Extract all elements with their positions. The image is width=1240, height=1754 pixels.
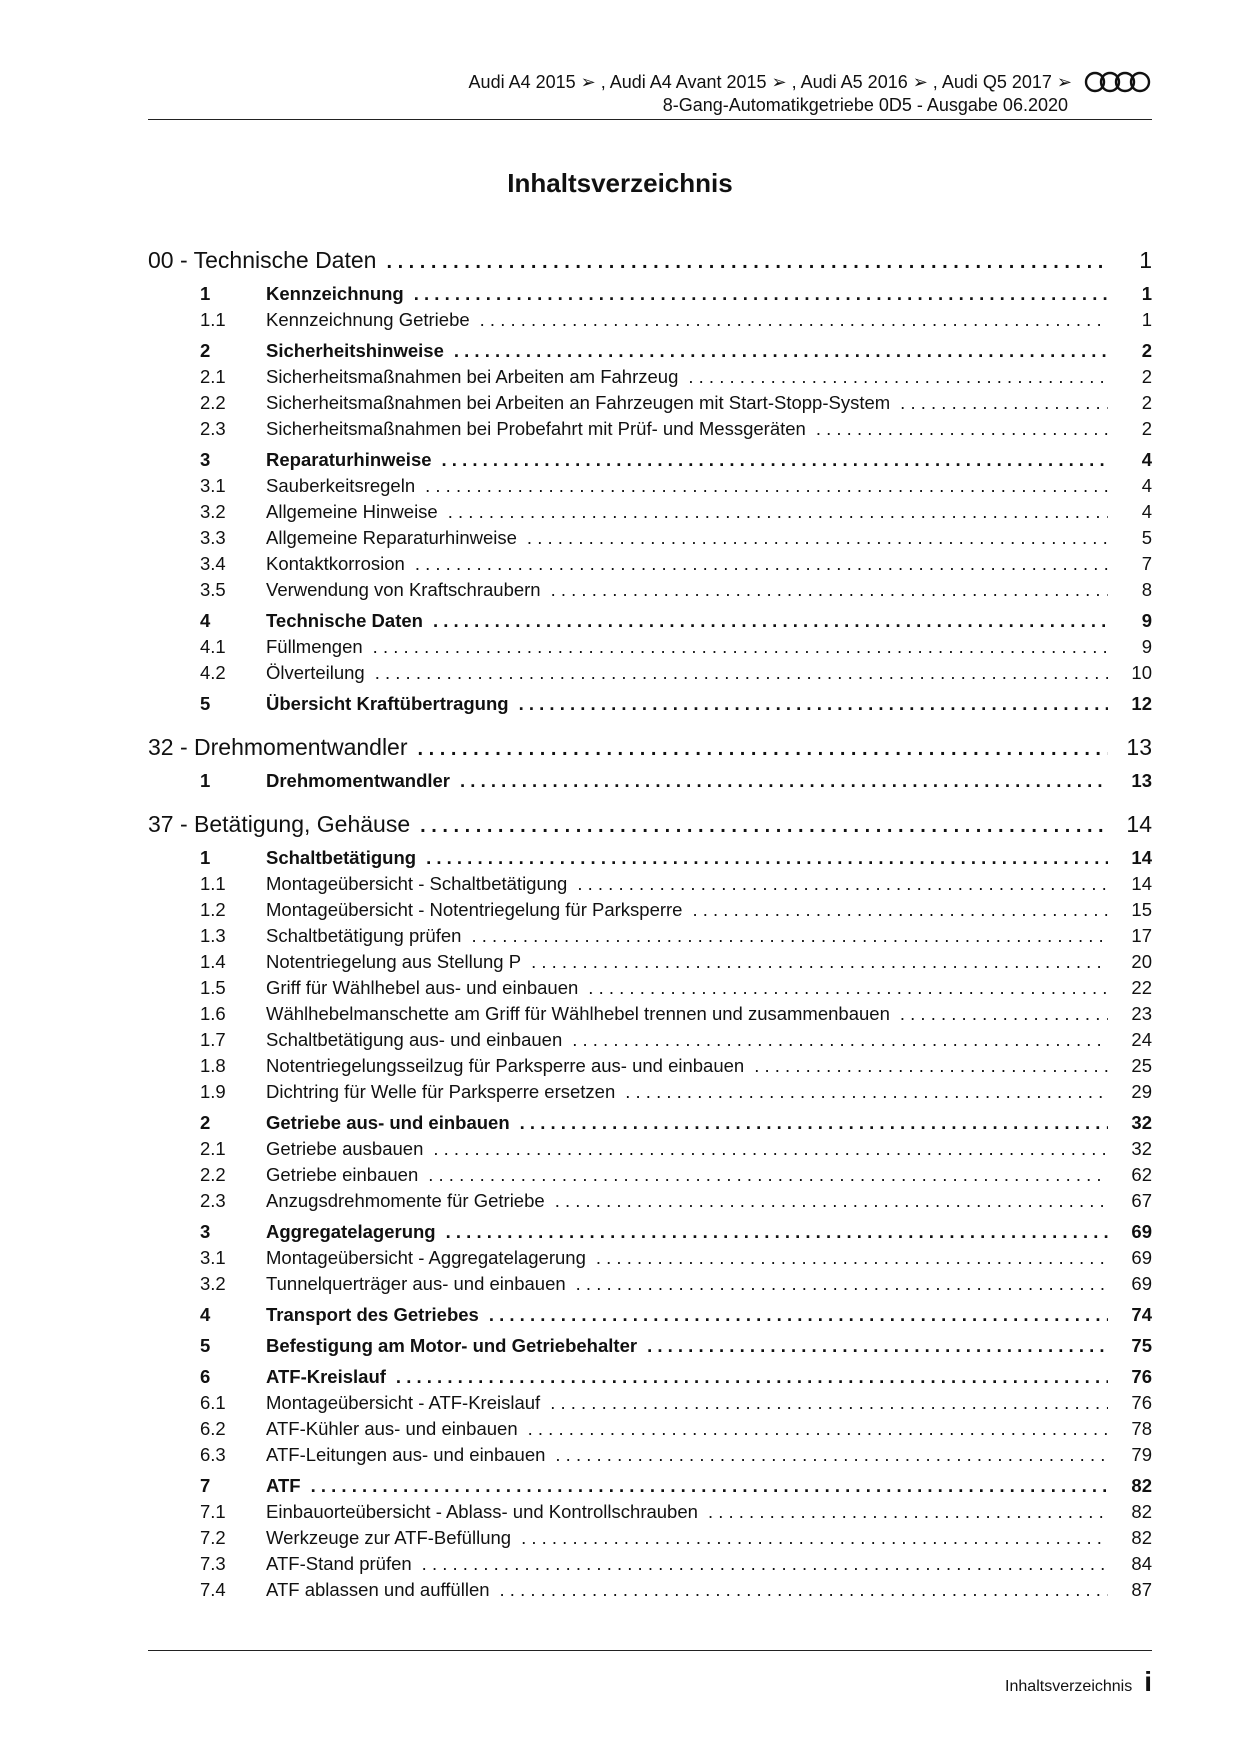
toc-sub-entry[interactable]	[148, 305, 1152, 331]
toc-entry-number: 1.2	[200, 899, 226, 920]
toc-entry-number: 1.1	[200, 309, 226, 330]
toc-entry-label: ATF-Leitungen aus- und einbauen	[266, 1444, 546, 1465]
toc-sub-entry[interactable]	[148, 869, 1152, 895]
page-header	[469, 70, 1152, 116]
dot-leader	[311, 1475, 1108, 1497]
toc-entry-page: 82	[1131, 1527, 1152, 1548]
toc-entry-number: 2.2	[200, 1164, 226, 1185]
toc-sub-entry[interactable]	[148, 1575, 1152, 1601]
toc-entry-page: 79	[1131, 1444, 1152, 1465]
dot-leader	[442, 449, 1108, 471]
toc-entry-page: 69	[1131, 1247, 1152, 1268]
toc-entry-label: Getriebe aus- und einbauen	[266, 1112, 510, 1133]
toc-entry-label: Übersicht Kraftübertragung	[266, 693, 509, 714]
toc-entry-label: ATF	[266, 1475, 301, 1496]
dot-leader	[572, 1029, 1108, 1051]
dot-leader	[428, 1164, 1108, 1186]
dot-leader	[418, 738, 1108, 761]
toc-section-entry[interactable]	[148, 279, 1152, 305]
toc-entry-number: 4.2	[200, 662, 226, 683]
toc-entry-label: Allgemeine Reparaturhinweise	[266, 527, 517, 548]
toc-entry-number: 4.1	[200, 636, 226, 657]
dot-leader	[422, 1553, 1108, 1575]
toc-sub-entry[interactable]	[148, 549, 1152, 575]
toc-entry-label: Anzugsdrehmomente für Getriebe	[266, 1190, 545, 1211]
toc-entry-label: Verwendung von Kraftschraubern	[266, 579, 541, 600]
toc-chapter-entry[interactable]	[148, 733, 1152, 761]
toc-sub-entry[interactable]	[148, 414, 1152, 440]
toc-chapter-entry[interactable]	[148, 810, 1152, 838]
dot-leader	[577, 873, 1108, 895]
dot-leader	[386, 251, 1108, 274]
dot-leader	[900, 1003, 1108, 1025]
toc-entry-page: 84	[1131, 1553, 1152, 1574]
toc-entry-page: 7	[1141, 553, 1152, 574]
toc-section-entry[interactable]	[148, 1471, 1152, 1497]
toc-entry-label: 00 - Technische Daten	[148, 247, 377, 273]
toc-entry-label: Kontaktkorrosion	[266, 553, 405, 574]
toc-section-entry[interactable]	[148, 1331, 1152, 1357]
toc-sub-entry[interactable]	[148, 471, 1152, 497]
toc-entry-label: 32 - Drehmomentwandler	[148, 734, 408, 760]
toc-entry-label: Transport des Getriebes	[266, 1304, 479, 1325]
toc-entry-label: Technische Daten	[266, 610, 423, 631]
toc-entry-page: 10	[1131, 662, 1152, 683]
toc-entry-page: 5	[1141, 527, 1152, 548]
dot-leader	[433, 1138, 1108, 1160]
toc-entry-number: 7	[200, 1475, 211, 1496]
toc-entry-label: Notentriegelung aus Stellung P	[266, 951, 522, 972]
toc-entry-page: 69	[1131, 1221, 1152, 1242]
toc-entry-label: Sicherheitshinweise	[266, 340, 444, 361]
toc-entry-label: Kennzeichnung Getriebe	[266, 309, 470, 330]
toc-entry-page: 76	[1131, 1366, 1152, 1387]
toc-section-entry[interactable]	[148, 1362, 1152, 1388]
toc-entry-number: 3.2	[200, 501, 226, 522]
dot-leader	[375, 662, 1108, 684]
toc-entry-page: 82	[1131, 1501, 1152, 1522]
toc-entry-number: 2.2	[200, 392, 226, 413]
toc-entry-page: 67	[1131, 1190, 1152, 1211]
toc-entry-page: 13	[1131, 770, 1152, 791]
toc-sub-entry[interactable]	[148, 1077, 1152, 1103]
toc-entry-number: 1.8	[200, 1055, 226, 1076]
toc-sub-entry[interactable]	[148, 1440, 1152, 1466]
toc-entry-number: 6.2	[200, 1418, 226, 1439]
dot-leader	[489, 1304, 1108, 1326]
toc-sub-entry[interactable]	[148, 895, 1152, 921]
toc-entry-number: 3.4	[200, 553, 226, 574]
toc-entry-page: 2	[1141, 340, 1152, 361]
toc-entry-label: ATF-Stand prüfen	[266, 1553, 412, 1574]
toc-entry-page: 2	[1141, 418, 1152, 439]
toc-sub-entry[interactable]	[148, 1134, 1152, 1160]
dot-leader	[519, 693, 1108, 715]
dot-leader	[500, 1579, 1108, 1601]
toc-entry-page: 32	[1131, 1138, 1152, 1159]
toc-entry-number: 2.3	[200, 1190, 226, 1211]
toc-sub-entry[interactable]	[148, 973, 1152, 999]
toc-entry-label: Getriebe einbauen	[266, 1164, 419, 1185]
chapter-spacer	[148, 792, 1152, 804]
page-title: Inhaltsverzeichnis	[507, 168, 733, 198]
toc-entry-label: Sauberkeitsregeln	[266, 475, 416, 496]
toc-entry-label: Schaltbetätigung prüfen	[266, 925, 462, 946]
toc-entry-page: 23	[1131, 1003, 1152, 1024]
toc-entry-number: 1.9	[200, 1081, 226, 1102]
toc-entry-number: 6	[200, 1366, 211, 1387]
toc-entry-label: ATF ablassen und auffüllen	[266, 1579, 490, 1600]
toc-sub-entry[interactable]	[148, 921, 1152, 947]
toc-entry-page: 32	[1131, 1112, 1152, 1133]
dot-leader	[471, 925, 1108, 947]
toc-entry-label: Reparaturhinweise	[266, 449, 432, 470]
toc-entry-number: 1	[200, 847, 211, 868]
toc-entry-number: 7.3	[200, 1553, 226, 1574]
toc-entry-label: Befestigung am Motor- und Getriebehalter	[266, 1335, 638, 1356]
toc-entry-label: Sicherheitsmaßnahmen bei Arbeiten am Fahrzeug	[266, 366, 679, 387]
toc-sub-entry[interactable]	[148, 497, 1152, 523]
toc-entry-page: 15	[1131, 899, 1152, 920]
toc-entry-page: 1	[1141, 283, 1152, 304]
toc-entry-page: 22	[1131, 977, 1152, 998]
toc-entry-page: 20	[1131, 951, 1152, 972]
header-subtitle: 8-Gang-Automatikgetriebe 0D5 - Ausgabe 06.2020	[662, 95, 1068, 115]
toc-entry-label: Dichtring für Welle für Parksperre ersetzen	[266, 1081, 616, 1102]
toc-entry-page: 9	[1141, 610, 1152, 631]
toc-sub-entry[interactable]	[148, 362, 1152, 388]
toc-sub-entry[interactable]	[148, 388, 1152, 414]
dot-leader	[576, 1273, 1108, 1295]
dot-leader	[446, 1221, 1108, 1243]
toc-sub-entry[interactable]	[148, 632, 1152, 658]
toc-sub-entry[interactable]	[148, 1523, 1152, 1549]
toc-entry-number: 3.5	[200, 579, 226, 600]
toc-entry-page: 69	[1131, 1273, 1152, 1294]
toc-entry-label: Sicherheitsmaßnahmen bei Probefahrt mit Prüf- und Messgeräten	[266, 418, 806, 439]
toc-section-entry[interactable]	[148, 336, 1152, 362]
toc-entry-page: 1	[1139, 247, 1152, 273]
toc-sub-entry[interactable]	[148, 1549, 1152, 1575]
dot-leader	[521, 1527, 1108, 1549]
dot-leader	[555, 1190, 1108, 1212]
toc-entry-page: 87	[1131, 1579, 1152, 1600]
toc-sub-entry[interactable]	[148, 1186, 1152, 1212]
toc-sub-entry[interactable]	[148, 575, 1152, 601]
toc-entry-label: Einbauorteübersicht - Ablass- und Kontrollschrauben	[266, 1501, 698, 1522]
footer-divider	[148, 1650, 1152, 1651]
toc-entry-number: 1.7	[200, 1029, 226, 1050]
dot-leader	[588, 977, 1108, 999]
toc-entry-page: 62	[1131, 1164, 1152, 1185]
toc-entry-label: Tunnelquerträger aus- und einbauen	[266, 1273, 566, 1294]
toc-entry-page: 14	[1126, 811, 1152, 837]
toc-entry-page: 4	[1141, 475, 1152, 496]
toc-sub-entry[interactable]	[148, 1243, 1152, 1269]
toc-entry-number: 5	[200, 693, 211, 714]
toc-entry-number: 1	[200, 770, 211, 791]
toc-sub-entry[interactable]	[148, 1414, 1152, 1440]
toc-section-entry[interactable]	[148, 1108, 1152, 1134]
toc-entry-number: 6.3	[200, 1444, 226, 1465]
toc-entry-label: 37 - Betätigung, Gehäuse	[148, 811, 411, 837]
toc-entry-page: 1	[1141, 309, 1152, 330]
toc-entry-number: 1.3	[200, 925, 226, 946]
toc-entry-page: 13	[1126, 734, 1152, 760]
toc-entry-number: 5	[200, 1335, 211, 1356]
toc-entry-label: Allgemeine Hinweise	[266, 501, 438, 522]
dot-leader	[555, 1444, 1108, 1466]
toc-entry-number: 2.1	[200, 366, 226, 387]
toc-entry-number: 7.2	[200, 1527, 226, 1548]
page-footer	[1005, 1668, 1152, 1696]
toc-entry-number: 1.5	[200, 977, 226, 998]
toc-entry-number: 3.1	[200, 475, 226, 496]
toc-section-entry[interactable]	[148, 606, 1152, 632]
toc-sub-entry[interactable]	[148, 658, 1152, 684]
toc-entry-number: 2.3	[200, 418, 226, 439]
dot-leader	[531, 951, 1108, 973]
toc-entry-page: 4	[1141, 449, 1152, 470]
toc-entry-page: 9	[1141, 636, 1152, 657]
chapter-spacer	[148, 715, 1152, 727]
toc-entry-number: 2	[200, 340, 211, 361]
toc-entry-label: Schaltbetätigung aus- und einbauen	[266, 1029, 563, 1050]
dot-leader	[527, 527, 1108, 549]
dot-leader	[754, 1055, 1108, 1077]
toc-entry-label: Montageübersicht - Aggregatelagerung	[266, 1247, 586, 1268]
header-vehicle-models: Audi A4 2015 ➢ , Audi A4 Avant 2015 ➢ , Audi A5 2016 ➢ , Audi Q5 2017 ➢	[468, 72, 1072, 92]
toc-entry-page: 78	[1131, 1418, 1152, 1439]
toc-entry-page: 74	[1131, 1304, 1152, 1325]
toc-entry-label: Ölverteilung	[266, 662, 365, 683]
toc-entry-label: Kennzeichnung	[266, 283, 404, 304]
toc-sub-entry[interactable]	[148, 999, 1152, 1025]
toc-entry-number: 6.1	[200, 1392, 226, 1413]
dot-leader	[396, 1366, 1108, 1388]
toc-entry-number: 3	[200, 1221, 211, 1242]
toc-entry-label: Montageübersicht - Schaltbetätigung	[266, 873, 568, 894]
toc-section-entry[interactable]	[148, 689, 1152, 715]
dot-leader	[426, 847, 1108, 869]
dot-leader	[520, 1112, 1108, 1134]
footer-label: Inhaltsverzeichnis	[1005, 1678, 1133, 1695]
toc-entry-page: 12	[1131, 693, 1152, 714]
toc-entry-label: Wählhebelmanschette am Griff für Wählhebel trennen und zusammenbauen	[266, 1003, 890, 1024]
dot-leader	[647, 1335, 1108, 1357]
toc-entry-label: Werkzeuge zur ATF-Befüllung	[266, 1527, 512, 1548]
toc-section-entry[interactable]	[148, 1300, 1152, 1326]
toc-entry-number: 4	[200, 1304, 211, 1325]
toc-entry-label: Montageübersicht - ATF-Kreislauf	[266, 1392, 541, 1413]
toc-entry-number: 3.1	[200, 1247, 226, 1268]
toc-entry-number: 7.1	[200, 1501, 226, 1522]
toc-entry-number: 1.6	[200, 1003, 226, 1024]
toc-sub-entry[interactable]	[148, 1388, 1152, 1414]
toc-entry-page: 2	[1141, 392, 1152, 413]
toc-entry-number: 2	[200, 1112, 211, 1133]
toc-entry-page: 2	[1141, 366, 1152, 387]
toc-entry-number: 3.3	[200, 527, 226, 548]
toc-entry-number: 3.2	[200, 1273, 226, 1294]
dot-leader	[708, 1501, 1108, 1523]
toc-entry-page: 75	[1131, 1335, 1152, 1356]
toc-sub-entry[interactable]	[148, 947, 1152, 973]
toc-sub-entry[interactable]	[148, 1160, 1152, 1186]
toc-entry-number: 3	[200, 449, 211, 470]
dot-leader	[425, 475, 1108, 497]
header-divider	[148, 119, 1152, 120]
toc-entry-number: 1	[200, 283, 211, 304]
toc-entry-number: 1.1	[200, 873, 226, 894]
toc-entry-page: 4	[1141, 501, 1152, 522]
dot-leader	[460, 770, 1108, 792]
toc-entry-number: 2.1	[200, 1138, 226, 1159]
toc-sub-entry[interactable]	[148, 523, 1152, 549]
toc-section-entry[interactable]	[148, 1217, 1152, 1243]
dot-leader	[420, 815, 1108, 838]
toc-entry-label: Montageübersicht - Notentriegelung für Parksperre	[266, 899, 683, 920]
toc-entry-page: 24	[1131, 1029, 1152, 1050]
dot-leader	[625, 1081, 1108, 1103]
dot-leader	[692, 899, 1108, 921]
dot-leader	[528, 1418, 1108, 1440]
toc-entry-label: ATF-Kühler aus- und einbauen	[266, 1418, 518, 1439]
dot-leader	[551, 579, 1108, 601]
toc-entry-label: Füllmengen	[266, 636, 363, 657]
toc-entry-page: 82	[1131, 1475, 1152, 1496]
dot-leader	[480, 309, 1108, 331]
toc-entry-page: 8	[1141, 579, 1152, 600]
toc-entry-label: Aggregatelagerung	[266, 1221, 436, 1242]
toc-entry-page: 25	[1131, 1055, 1152, 1076]
dot-leader	[816, 418, 1108, 440]
footer-page-number: i	[1144, 1666, 1152, 1697]
toc-entry-label: Drehmomentwandler	[266, 770, 451, 791]
dot-leader	[596, 1247, 1108, 1269]
toc-section-entry[interactable]	[148, 766, 1152, 792]
dot-leader	[415, 553, 1108, 575]
dot-leader	[373, 636, 1108, 658]
dot-leader	[550, 1392, 1108, 1414]
toc-sub-entry[interactable]	[148, 1269, 1152, 1295]
toc-sub-entry[interactable]	[148, 1497, 1152, 1523]
toc-sub-entry[interactable]	[148, 1051, 1152, 1077]
dot-leader	[448, 501, 1108, 523]
dot-leader	[688, 366, 1108, 388]
toc-entry-page: 14	[1131, 847, 1152, 868]
toc-entry-label: Sicherheitsmaßnahmen bei Arbeiten an Fahrzeugen mit Start-Stopp-System	[266, 392, 891, 413]
toc-entry-page: 76	[1131, 1392, 1152, 1413]
toc-entry-page: 14	[1131, 873, 1152, 894]
toc-entry-page: 17	[1131, 925, 1152, 946]
toc-sub-entry[interactable]	[148, 1025, 1152, 1051]
toc-entry-label: Griff für Wählhebel aus- und einbauen	[266, 977, 579, 998]
toc-entry-label: Schaltbetätigung	[266, 847, 417, 868]
toc-chapter-entry[interactable]	[148, 246, 1152, 274]
toc-entry-label: ATF-Kreislauf	[266, 1366, 386, 1387]
toc-entry-number: 1.4	[200, 951, 226, 972]
dot-leader	[414, 283, 1108, 305]
dot-leader	[433, 610, 1108, 632]
dot-leader	[454, 340, 1108, 362]
toc-section-entry[interactable]	[148, 843, 1152, 869]
toc-entry-number: 7.4	[200, 1579, 226, 1600]
toc-entry-number: 4	[200, 610, 211, 631]
toc-entry-page: 29	[1131, 1081, 1152, 1102]
toc-section-entry[interactable]	[148, 445, 1152, 471]
audi-rings-logo-icon	[1084, 70, 1152, 94]
table-of-contents	[148, 240, 1152, 1601]
dot-leader	[900, 392, 1108, 414]
toc-entry-label: Notentriegelungsseilzug für Parksperre aus- und einbauen	[266, 1055, 745, 1076]
toc-entry-label: Getriebe ausbauen	[266, 1138, 424, 1159]
